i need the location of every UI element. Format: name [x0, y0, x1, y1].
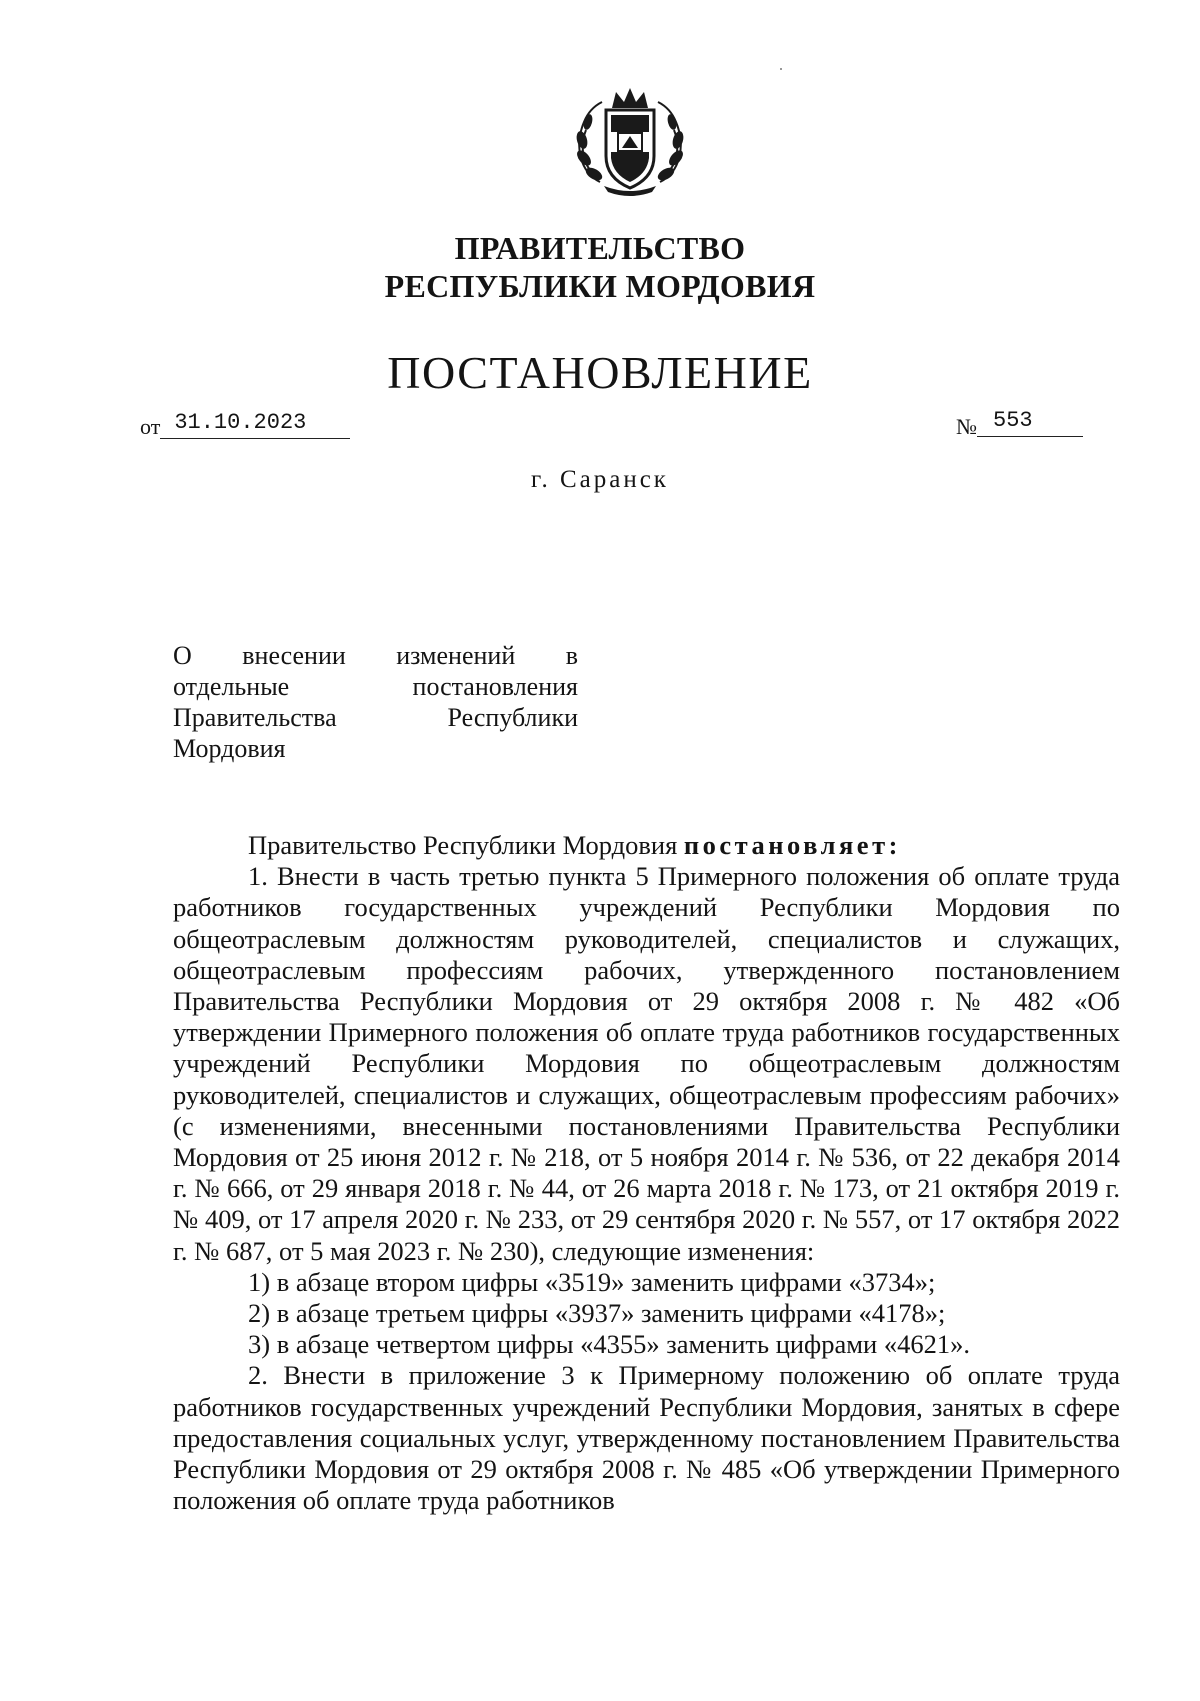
city: г. Саранск — [531, 466, 669, 493]
paragraph-1-item-1: 1) в абзаце втором цифры «3519» заменить цифрами «3734»; — [248, 1266, 936, 1297]
document-type: ПОСТАНОВЛЕНИЕ — [387, 347, 813, 398]
paragraph-1: 1. Внести в часть третью пункта 5 Примерного положения об оплате труда работников государственных учреждений Республики Мордовия по общеотраслевым должностям руководителей, специалистов и служащих, общеотраслевым профессиям рабочих, утвержденного постановлением Правительства Республики Мордовия от 29 октября 2008 г. № 482 «Об утверждении Примерного положения об оплате труда работников государственных учреждений Республики Мордовия по общеотраслевым должностям руководителей, специалистов и служащих, общеотраслевым профессиям рабочих» (с изменениями, внесенными постановлениями Правительства Республики Мордовия от 25 июня 2012 г. № 218, от 5 ноября 2014 г. № 536, от 22 декабря 2014 г. № 666, от 29 января 2018 г. № 44, от 26 марта 2018 г. № 173, от 21 октября 2019 г. № 409, от 17 апреля 2020 г. № 233, от 29 сентября 2020 г. № 557, от 17 октября 2022 г. № 687, от 5 мая 2023 г. № 230), следующие изменения: — [173, 861, 1120, 1266]
number-field — [956, 408, 1083, 445]
government-title-line1: ПРАВИТЕЛЬСТВО — [454, 230, 746, 266]
subject-line: О внесении изменений в — [173, 641, 578, 670]
paragraph-2: 2. Внести в приложение 3 к Примерному положению об оплате труда работников государственных учреждений Республики Мордовия, занятых в сфере предоставления социальных услуг, утвержденному постановлением Правительства Республики Мордовия от 29 октября 2008 г. № 485 «Об утверждении Примерного положения об оплате труда работников — [173, 1360, 1120, 1516]
date-field — [140, 412, 350, 445]
date-value: 31.10.2023 — [160, 408, 350, 439]
intro-resolves: постановляет: — [683, 830, 901, 860]
number-prefix: № — [956, 414, 977, 439]
paragraph-1-item-2: 2) в абзаце третьем цифры «3937» заменить цифрами «4178»; — [248, 1298, 946, 1329]
date-prefix: от — [140, 414, 161, 439]
intro-text: Правительство Республики Мордовия — [248, 830, 684, 860]
document-body — [173, 830, 1120, 1516]
coat-of-arms-icon — [570, 86, 690, 198]
scan-dot — [780, 68, 782, 70]
subject-line: отдельные постановления — [173, 672, 578, 701]
intro-paragraph — [173, 830, 1120, 861]
subject-line: Мордовия — [173, 734, 286, 763]
subject-block — [173, 640, 578, 764]
paragraph-1-item-3: 3) в абзаце четвертом цифры «4355» заменить цифрами «4621». — [248, 1329, 970, 1360]
number-value: 553 — [977, 406, 1083, 437]
government-title-line2: РЕСПУБЛИКИ МОРДОВИЯ — [384, 268, 816, 304]
subject-line: Правительства Республики — [173, 703, 578, 732]
